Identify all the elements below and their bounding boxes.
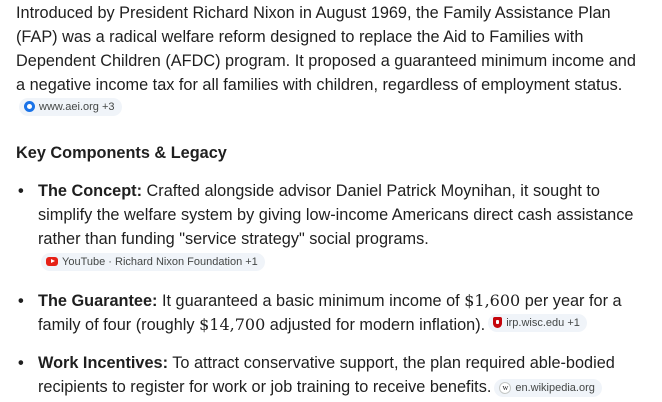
amount-minimum-income: $1,600	[464, 291, 521, 310]
item-text: adjusted for modern inflation).	[269, 316, 486, 334]
item-text: Crafted alongside advisor Daniel Patrick Moynihan, it sought to simplify the welfare system by giving low-income Americans direct cash assistance rather than funding "service strategy" social programs.	[38, 182, 634, 248]
amount-adjusted: $14,700	[199, 315, 266, 334]
youtube-icon	[46, 257, 58, 266]
bullet-dot: •	[18, 354, 24, 372]
components-list	[16, 179, 648, 399]
list-item-concept	[16, 179, 648, 275]
list-item-work-incentives	[16, 351, 648, 399]
wikipedia-icon: w	[499, 382, 511, 394]
bullet-dot: •	[18, 182, 24, 200]
source-chip-aei[interactable]	[19, 98, 122, 116]
list-item-guarantee	[16, 289, 648, 337]
item-text: per year for a family of four (roughly	[38, 292, 622, 334]
intro-text: Introduced by President Richard Nixon in August 1969, the Family Assistance Plan (FAP) was a radical welfare reform designed to replace the Aid to Families with Dependent Children (AFDC) program. It proposed a guaranteed minimum income and a negative income tax for all families with children, regardless of employment status.	[16, 4, 636, 94]
item-text: It guaranteed a basic minimum income of	[161, 292, 460, 310]
source-chip-label: en.wikipedia.org	[515, 382, 595, 394]
source-chip-irp[interactable]	[488, 314, 587, 332]
section-heading: Key Components & Legacy	[16, 144, 227, 162]
source-chip-wikipedia[interactable]	[494, 379, 602, 397]
source-chip-label: irp.wisc.edu +1	[506, 316, 580, 329]
item-title: The Concept:	[38, 182, 143, 200]
source-chip-label: www.aei.org +3	[39, 100, 115, 113]
aei-favicon-icon	[24, 101, 35, 112]
intro-paragraph	[16, 0, 648, 121]
item-title: The Guarantee:	[38, 292, 158, 310]
item-text: To attract conservative support, the plan required able-bodied recipients to register for work or job training to receive benefits.	[38, 354, 615, 396]
bullet-dot: •	[18, 292, 24, 310]
source-chip-label: YouTube · Richard Nixon Foundation +1	[62, 255, 258, 268]
irp-icon	[493, 317, 502, 328]
item-title: Work Incentives:	[38, 354, 168, 372]
source-chip-youtube[interactable]	[41, 253, 265, 271]
